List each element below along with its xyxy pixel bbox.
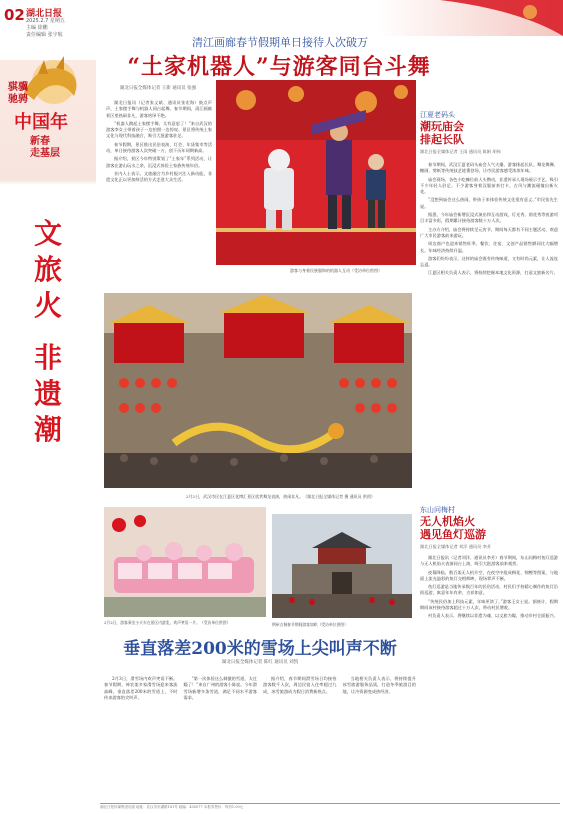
- side-title: [420, 515, 563, 541]
- banner-char: 遗: [33, 377, 64, 410]
- paragraph: 春节期间，武汉江夏老码头庙会人气火爆，游客排起长队。舞龙舞狮、糖画、剪纸等传统技艺轮番登场，让市民游客感受浓浓年味。: [420, 162, 558, 174]
- paragraph: 据介绍，春节期间滑雪场日均接待游客数千人次，周边民宿入住率超过九成，冰雪旅游成为假日消费新热点。: [263, 676, 337, 694]
- side-title-line: 潮玩庙会: [420, 120, 464, 133]
- lead-article-body: [106, 100, 212, 288]
- paragraph: 当地相关负责人表示，将持续提升冰雪旅游服务品质，打造冬季旅游目的地，让冷资源变成热经济。: [342, 676, 416, 694]
- banner-char: 旅: [33, 253, 64, 286]
- side-kicker: 江夏老码头: [420, 111, 455, 119]
- festival-caption: 2月2日，武汉市民在江夏区花博汇景区欣赏舞龙表演，热闹非凡。（湖北日报全媒体记者 摄 通讯员 供图）: [186, 494, 375, 499]
- city-wall-photo: [272, 514, 412, 618]
- banner-char: 文: [33, 217, 64, 250]
- paragraph: “传统民俗加上科技元素，年味更浓了。”游客王女士说。据统计，假期期间该村接待游客超过十万人次，带动村民增收。: [420, 598, 558, 611]
- side-title-line: 遇见鱼灯巡游: [420, 528, 486, 541]
- lead-headline: “土家机器人”与游客同台斗舞: [127, 54, 431, 80]
- side-kicker: 东山问梅村: [420, 506, 455, 514]
- column: [104, 676, 178, 798]
- badge-line: 驰骋: [8, 94, 28, 105]
- column: [263, 676, 337, 798]
- dragon-badge: [4, 52, 92, 190]
- bottom-article-body: [104, 676, 416, 798]
- paragraph: “没想到庙会这么热闹，带孩子来体验传统文化很有意义。”市民张先生说。: [420, 197, 558, 209]
- lead-kicker: 清江画廊春节假期单日接待人次破万: [192, 36, 368, 49]
- side-story-1-header: [420, 110, 563, 155]
- side-story-1-body: [420, 162, 558, 500]
- banner-char: 潮: [33, 413, 64, 446]
- train-caption: 2月2日，游客乘坐小火车在景区内游览，欢声笑语一片。（受访单位供图）: [104, 620, 231, 625]
- column: [343, 676, 417, 798]
- meta-line: 主编 徐鹏: [26, 25, 48, 31]
- wall-caption: 荆州古城春节期间游客如织（受访单位供图）: [272, 622, 348, 627]
- train-photo: [104, 507, 266, 617]
- footer: 湖北日报传媒集团出版 地址：武汉市东湖路181号 邮编：430077 本报零售价：每份1.00元: [100, 803, 560, 810]
- side-title: [420, 120, 563, 146]
- side-story-2-body: [420, 555, 558, 800]
- side-byline: 湖北日报全媒体记者 刘洋 通讯员 李芳: [420, 544, 491, 549]
- paragraph: 湖北日报讯（记者张义斌、通讯员张宏海）鼓点声声，土家摆手舞与机器人同台起舞。春节期间，清江画廊景区里热闹非凡，游客络绎不绝。: [106, 100, 212, 118]
- festival-photo-dragon-dance: [104, 293, 412, 488]
- paragraph: 鱼灯巡游是当地传承数百年的民俗活动，村民们手持精心制作的鱼灯沿街巡游，寓意年年有余、吉祥如意。: [420, 584, 558, 596]
- badge-sub-line: 走基层: [30, 148, 60, 159]
- paragraph: 业内人士表示，文旅融合为乡村振兴注入新动能，非遗文化正以更加鲜活的方式走进大众生活。: [106, 170, 212, 183]
- badge-text: [8, 82, 28, 106]
- badge-main: 中国年: [14, 112, 68, 133]
- paragraph: 据悉，今年庙会新增沉浸式演出和互动游戏，灯光秀、烟花秀等夜游项目丰富多彩，假期累计接待游客数十万人次。: [420, 212, 558, 224]
- paragraph: 游客们纷纷表示，这样的庙会既有传统味道，又有时尚元素，让人流连忘返。: [420, 255, 558, 268]
- paragraph: 庙会现场，各色小吃摊位前人头攒动，非遗传承人现场展示手艺，吸引不少年轻人驻足。不少游客身着汉服前来打卡，古风与潮流碰撞出新火花。: [420, 176, 558, 195]
- hero-photo-robot-dance: [216, 80, 416, 265]
- badge-sub: [30, 136, 60, 160]
- paragraph: 夜幕降临，数百架无人机升空，在夜空中组成梅花、锦鲤等图案，与地面上流光溢彩的鱼灯交相辉映，现场掌声不断。: [420, 569, 558, 581]
- meta-line: 责任编辑 张宇航: [26, 32, 63, 38]
- paragraph: 主办方介绍，庙会将持续至元宵节，期间每天都有不同主题活动，欢迎广大市民游客前来游玩。: [420, 226, 558, 238]
- paragraph: “第一次体验这么刺激的雪道，太过瘾了！”来自广州的游客小陈说。今年滑雪场新增多条雪道，满足不同水平游客需求。: [183, 676, 257, 700]
- badge-sub-line: 新春: [30, 136, 50, 147]
- paragraph: 村负责人表示，将继续以非遗为魂、以文旅为媒，推动乡村全面振兴。: [428, 613, 558, 619]
- page-number: 02: [4, 6, 25, 24]
- masthead-meta: [26, 18, 65, 39]
- paragraph: 2月3日，滑雪场内欢声笑语不断。春节假期，神农架多家滑雪场迎来客流高峰，垂直落差200米的雪道上，不时传来游客的尖叫声。: [104, 676, 178, 700]
- side-title-line: 无人机焰火: [420, 515, 475, 528]
- banner-char: 非: [33, 341, 64, 374]
- paragraph: 据介绍，景区今年特别策划了“土家年”系列活动，让游客在游山玩水之余，沉浸式体验土家族传统年俗。: [106, 156, 212, 168]
- paragraph: 湖北日报讯（记者刘洋、通讯员李芳）春节期间，东山问梅村鱼灯巡游与无人机焰火表演同台上演，吸引大批游客前来观赏。: [420, 555, 558, 567]
- lead-byline: 湖北日报全媒体记者 王新 通讯员 张强: [119, 86, 197, 91]
- bottom-headline: 垂直落差200米的雪场上尖叫声不断: [123, 639, 397, 659]
- header-decoration: [100, 0, 563, 36]
- hero-caption: 游客与身着民族服饰的机器人互动（受访单位供图）: [290, 268, 382, 273]
- top-header-band: [100, 0, 563, 36]
- paragraph: 春节假期，景区推出民俗表演、灯会、年货集市等活动，单日接待游客人次突破一万，创下历年同期新高。: [106, 141, 212, 154]
- column: [184, 676, 258, 798]
- side-story-2-header: [420, 505, 563, 550]
- side-byline: 湖北日报全媒体记者 王雨 通讯员 陈娟 胡伟: [420, 149, 501, 154]
- paragraph: “机器人跳起土家摆手舞，太有意思了！”来自武汉的游客李女士带着孩子一边拍照一边惊叹。景区将传统土家文化与现代科技融合，吸引大批游客驻足。: [106, 120, 212, 139]
- bottom-byline: 湖北日报全媒体记者 陈红 通讯员 刘凯: [221, 660, 299, 665]
- vertical-banner-title: [14, 216, 84, 448]
- paper-name: 湖北日报: [26, 9, 63, 19]
- badge-line: 骐骥: [8, 82, 28, 93]
- banner-char: 火: [33, 289, 64, 322]
- side-title-line: 排起长队: [420, 133, 464, 146]
- paragraph: 江夏区相关负责人表示，将持续挖掘本地文化资源，打造文旅新名片。: [428, 270, 558, 276]
- paragraph: 周边商户也迎来销售旺季，餐饮、住宿、文创产品销售额同比大幅增长，年味经济持续升温。: [420, 241, 558, 253]
- meta-line: 2025.2.7 星期五: [26, 18, 65, 24]
